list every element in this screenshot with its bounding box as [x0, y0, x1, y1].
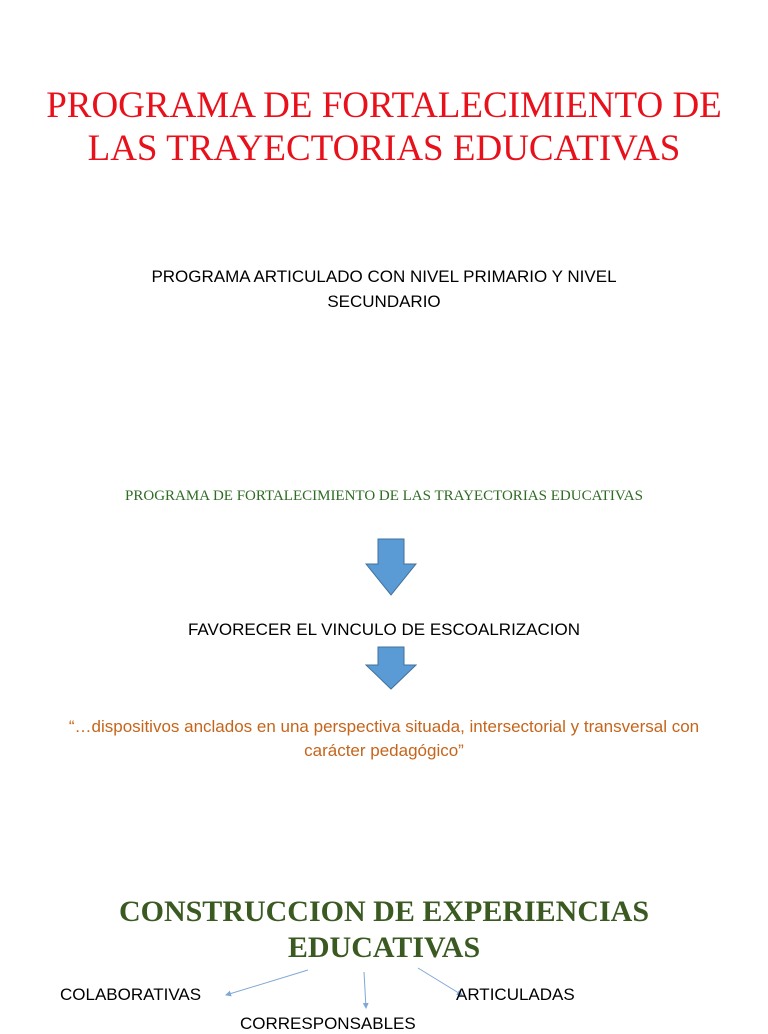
down-arrow-icon: [365, 538, 417, 596]
slide-title: [0, 0, 768, 380]
slide-experiences: [0, 850, 768, 1033]
purpose-statement: FAVORECER EL VINCULO DE ESCOALRIZACION: [187, 620, 581, 639]
down-arrow-icon: [365, 646, 417, 690]
connector-left: [226, 970, 308, 995]
program-title: PROGRAMA DE FORTALECIMIENTO DE LAS TRAYECTORIAS EDUCATIVAS: [46, 85, 722, 169]
experiences-title: CONSTRUCCION DE EXPERIENCIAS EDUCATIVAS: [118, 895, 650, 964]
branch-corresponsables: CORRESPONSABLES: [240, 1014, 416, 1033]
branch-articuladas: ARTICULADAS: [456, 985, 575, 1004]
branch-colaborativas: COLABORATIVAS: [60, 985, 202, 1004]
program-heading: PROGRAMA DE FORTALECIMIENTO DE LAS TRAYECTORIAS EDUCATIVAS: [125, 488, 643, 504]
slide-program-purpose: [0, 420, 768, 820]
program-subtitle: PROGRAMA ARTICULADO CON NIVEL PRIMARIO Y NIVEL SECUNDARIO: [151, 267, 617, 311]
pedagogical-quote: “…dispositivos anclados en una perspectiva situada, intersectorial y transversal con carácter pedagógico”: [68, 717, 700, 760]
connector-center: [364, 972, 366, 1008]
